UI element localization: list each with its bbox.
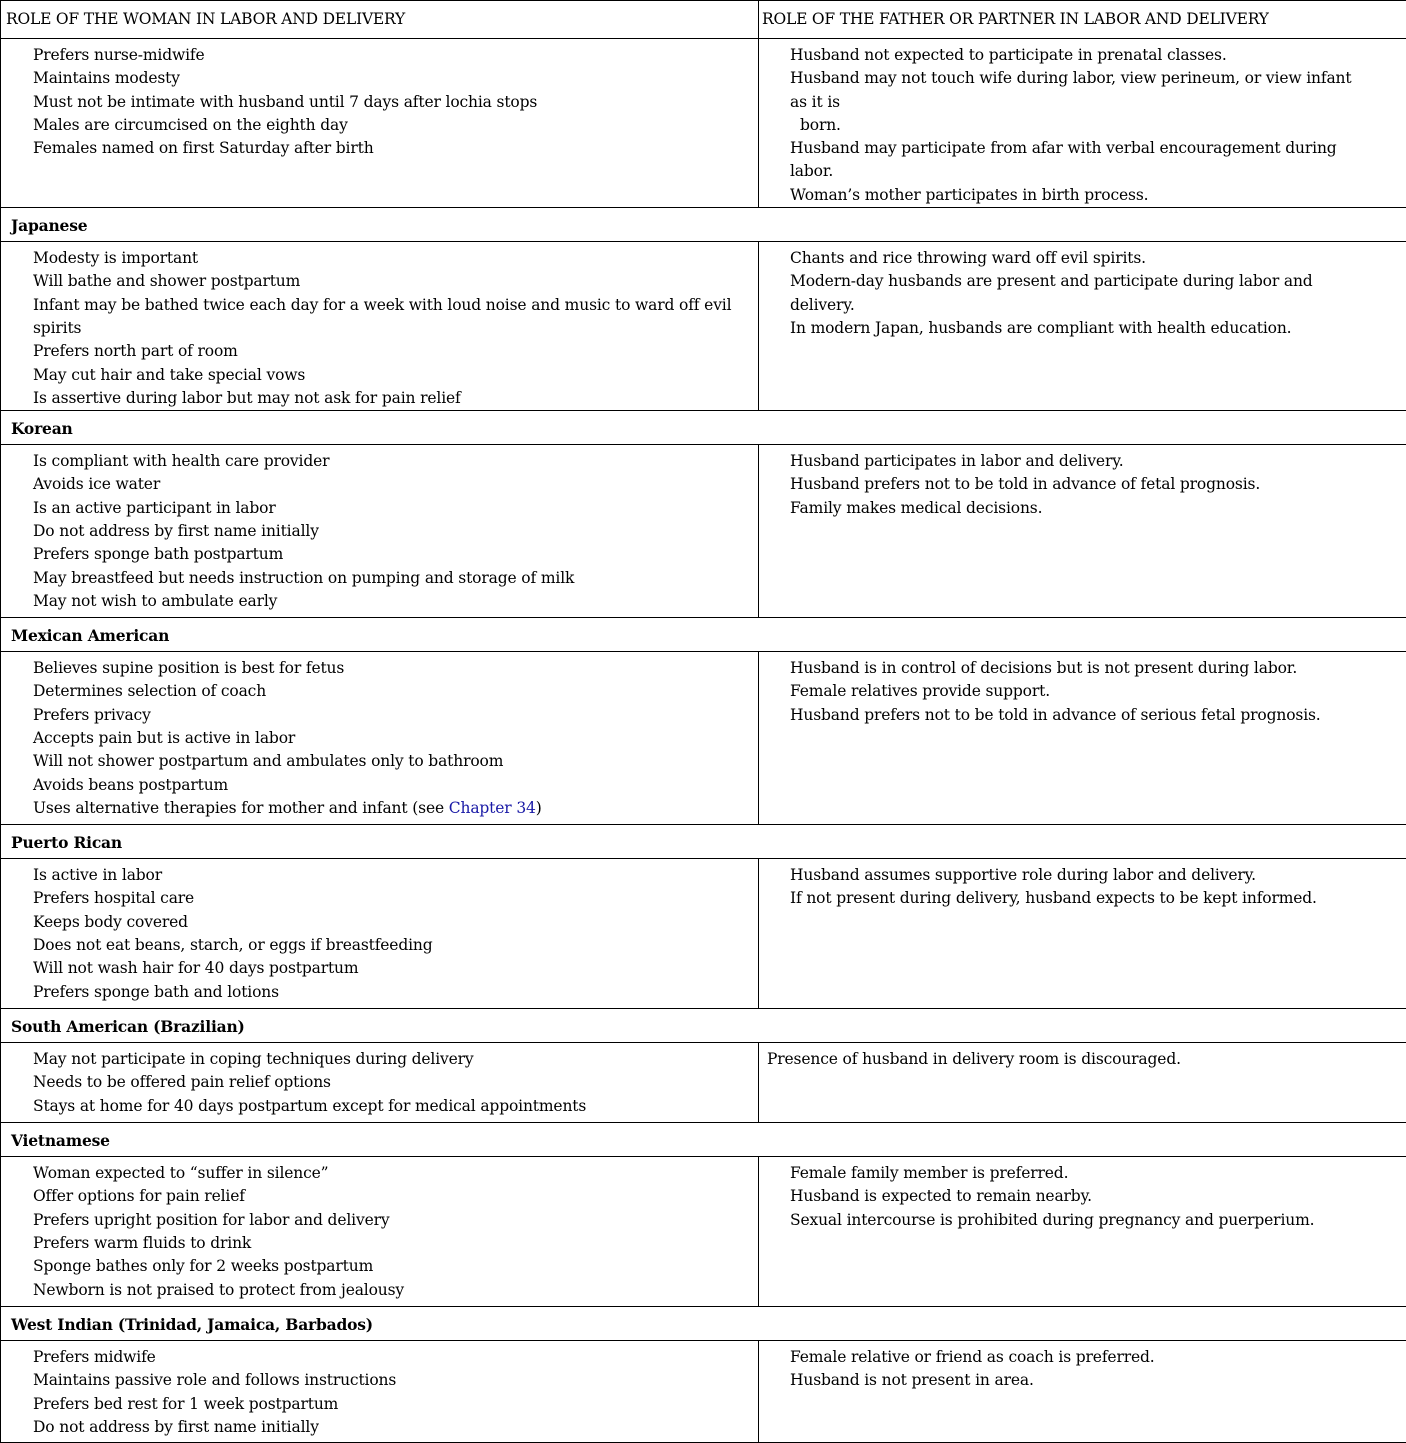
list-item-text: Uses alternative therapies for mother and infant (see bbox=[33, 799, 449, 817]
partner-cell bbox=[759, 1043, 1406, 1123]
list-item: Husband not expected to participate in prenatal classes. bbox=[759, 44, 1406, 67]
list-item: Avoids beans postpartum bbox=[1, 774, 758, 797]
header-partner: ROLE OF THE FATHER OR PARTNER IN LABOR AND DELIVERY bbox=[759, 1, 1406, 39]
group-title-japanese: Japanese bbox=[1, 208, 1406, 242]
list-item: Presence of husband in delivery room is discouraged. bbox=[759, 1048, 1406, 1071]
list-item: Do not address by first name initially bbox=[1, 1416, 758, 1439]
header-row bbox=[1, 1, 1406, 39]
list-item: Female relatives provide support. bbox=[759, 680, 1406, 703]
woman-cell bbox=[1, 1341, 759, 1443]
list-item: Accepts pain but is active in labor bbox=[1, 727, 758, 750]
list-item: Determines selection of coach bbox=[1, 680, 758, 703]
list-item: Maintains passive role and follows instructions bbox=[1, 1369, 758, 1392]
header-woman: ROLE OF THE WOMAN IN LABOR AND DELIVERY bbox=[1, 1, 759, 39]
list-item: Husband participates in labor and delivery. bbox=[759, 450, 1406, 473]
list-item: Husband assumes supportive role during labor and delivery. bbox=[759, 864, 1406, 887]
list-item: Avoids ice water bbox=[1, 473, 758, 496]
list-item: Newborn is not praised to protect from jealousy bbox=[1, 1279, 758, 1302]
list-item: In modern Japan, husbands are compliant with health education. bbox=[759, 317, 1406, 340]
list-item: Husband may participate from afar with verbal encouragement during labor. bbox=[759, 137, 1406, 184]
list-item: Prefers bed rest for 1 week postpartum bbox=[1, 1393, 758, 1416]
list-item: Modesty is important bbox=[1, 247, 758, 270]
list-item-text-end: ) bbox=[536, 799, 542, 817]
group-header-row bbox=[1, 208, 1406, 242]
list-item: Chants and rice throwing ward off evil spirits. bbox=[759, 247, 1406, 270]
group-header-row bbox=[1, 1307, 1406, 1341]
list-item: Prefers sponge bath and lotions bbox=[1, 981, 758, 1004]
list-item: Offer options for pain relief bbox=[1, 1185, 758, 1208]
list-item-text: Husband may not touch wife during labor, view perineum, or view infant as it is bbox=[790, 69, 1351, 110]
list-item: Will not shower postpartum and ambulates only to bathroom bbox=[1, 750, 758, 773]
list-item: Family makes medical decisions. bbox=[759, 497, 1406, 520]
list-item: Female family member is preferred. bbox=[759, 1162, 1406, 1185]
list-item: Maintains modesty bbox=[1, 67, 758, 90]
list-item: Sexual intercourse is prohibited during pregnancy and puerperium. bbox=[759, 1209, 1406, 1232]
list-item: May not wish to ambulate early bbox=[1, 590, 758, 613]
group-title-west-indian: West Indian (Trinidad, Jamaica, Barbados) bbox=[1, 1307, 1406, 1341]
group-title-mexican-american: Mexican American bbox=[1, 618, 1406, 652]
list-item: Males are circumcised on the eighth day bbox=[1, 114, 758, 137]
list-item: Husband prefers not to be told in advance of serious fetal prognosis. bbox=[759, 704, 1406, 727]
list-item: Do not address by first name initially bbox=[1, 520, 758, 543]
partner-cell bbox=[759, 652, 1406, 825]
section-row bbox=[1, 445, 1406, 618]
partner-cell bbox=[759, 445, 1406, 618]
group-header-row bbox=[1, 1123, 1406, 1157]
group-title-south-american: South American (Brazilian) bbox=[1, 1009, 1406, 1043]
list-item: Prefers warm fluids to drink bbox=[1, 1232, 758, 1255]
list-item: Husband prefers not to be told in advance of fetal prognosis. bbox=[759, 473, 1406, 496]
list-item: Prefers upright position for labor and delivery bbox=[1, 1209, 758, 1232]
partner-cell bbox=[759, 39, 1406, 208]
list-item-continuation: born. bbox=[790, 114, 1366, 137]
list-item: Prefers hospital care bbox=[1, 887, 758, 910]
list-item: Prefers sponge bath postpartum bbox=[1, 543, 758, 566]
woman-cell bbox=[1, 1157, 759, 1307]
group-title-puerto-rican: Puerto Rican bbox=[1, 825, 1406, 859]
list-item: May breastfeed but needs instruction on pumping and storage of milk bbox=[1, 567, 758, 590]
list-item: Female relative or friend as coach is preferred. bbox=[759, 1346, 1406, 1369]
group-header-row bbox=[1, 618, 1406, 652]
list-item: May not participate in coping techniques during delivery bbox=[1, 1048, 758, 1071]
woman-cell bbox=[1, 652, 759, 825]
list-item bbox=[759, 67, 1406, 137]
woman-cell bbox=[1, 1043, 759, 1123]
list-item: Woman expected to “suffer in silence” bbox=[1, 1162, 758, 1185]
list-item: Prefers privacy bbox=[1, 704, 758, 727]
list-item: Sponge bathes only for 2 weeks postpartum bbox=[1, 1255, 758, 1278]
list-item: Is active in labor bbox=[1, 864, 758, 887]
list-item: Infant may be bathed twice each day for a week with loud noise and music to ward off evil spirits bbox=[1, 294, 758, 341]
list-item: Stays at home for 40 days postpartum except for medical appointments bbox=[1, 1095, 758, 1118]
section-row bbox=[1, 1043, 1406, 1123]
list-item: Modern-day husbands are present and participate during labor and delivery. bbox=[759, 270, 1406, 317]
woman-cell bbox=[1, 859, 759, 1009]
woman-cell bbox=[1, 445, 759, 618]
list-item: Will not wash hair for 40 days postpartum bbox=[1, 957, 758, 980]
partner-cell bbox=[759, 859, 1406, 1009]
group-header-row bbox=[1, 825, 1406, 859]
group-title-vietnamese: Vietnamese bbox=[1, 1123, 1406, 1157]
list-item: Will bathe and shower postpartum bbox=[1, 270, 758, 293]
list-item: Prefers nurse-midwife bbox=[1, 44, 758, 67]
list-item: Keeps body covered bbox=[1, 911, 758, 934]
section-row bbox=[1, 39, 1406, 208]
list-item: Woman’s mother participates in birth process. bbox=[759, 184, 1406, 207]
partner-cell bbox=[759, 1341, 1406, 1443]
list-item: Does not eat beans, starch, or eggs if breastfeeding bbox=[1, 934, 758, 957]
group-title-korean: Korean bbox=[1, 411, 1406, 445]
section-row bbox=[1, 1157, 1406, 1307]
section-row bbox=[1, 242, 1406, 411]
group-header-row bbox=[1, 411, 1406, 445]
group-header-row bbox=[1, 1009, 1406, 1043]
list-item: Husband is not present in area. bbox=[759, 1369, 1406, 1392]
list-item: Is an active participant in labor bbox=[1, 497, 758, 520]
list-item: Must not be intimate with husband until 7 days after lochia stops bbox=[1, 91, 758, 114]
list-item: Prefers north part of room bbox=[1, 340, 758, 363]
section-row bbox=[1, 859, 1406, 1009]
list-item: Prefers midwife bbox=[1, 1346, 758, 1369]
list-item: Needs to be offered pain relief options bbox=[1, 1071, 758, 1094]
list-item: Husband is expected to remain nearby. bbox=[759, 1185, 1406, 1208]
list-item: If not present during delivery, husband expects to be kept informed. bbox=[759, 887, 1406, 910]
list-item: Females named on first Saturday after birth bbox=[1, 137, 758, 160]
partner-cell bbox=[759, 242, 1406, 411]
list-item: Believes supine position is best for fetus bbox=[1, 657, 758, 680]
section-row bbox=[1, 1341, 1406, 1443]
list-item: May cut hair and take special vows bbox=[1, 364, 758, 387]
partner-cell bbox=[759, 1157, 1406, 1307]
woman-cell bbox=[1, 39, 759, 208]
list-item: Is compliant with health care provider bbox=[1, 450, 758, 473]
list-item: Is assertive during labor but may not ask for pain relief bbox=[1, 387, 758, 410]
section-row bbox=[1, 652, 1406, 825]
chapter-link[interactable]: Chapter 34 bbox=[449, 799, 536, 817]
list-item bbox=[1, 797, 758, 820]
woman-cell bbox=[1, 242, 759, 411]
list-item: Husband is in control of decisions but is not present during labor. bbox=[759, 657, 1406, 680]
